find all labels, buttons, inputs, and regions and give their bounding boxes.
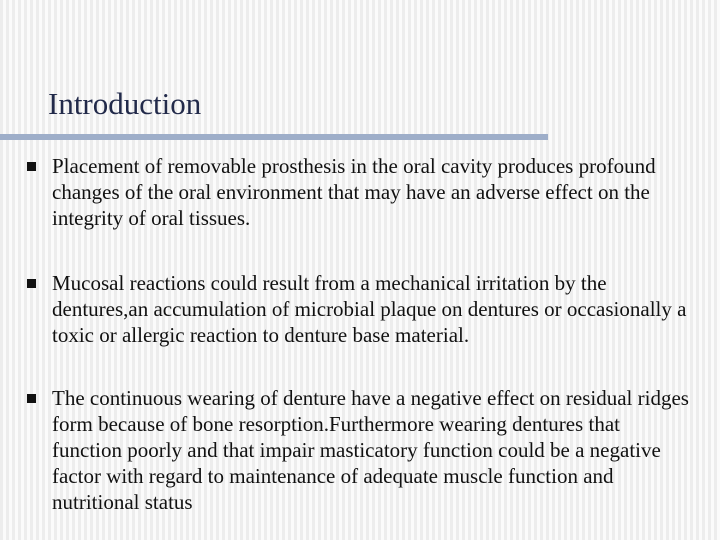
square-bullet-icon (27, 279, 36, 288)
bullet-text: Placement of removable prosthesis in the oral cavity produces profound changes of the oral environment that may have an adverse effect on the integrity of oral tissues. (52, 154, 656, 230)
square-bullet-icon (27, 162, 36, 171)
bullet-text: Mucosal reactions could result from a mechanical irritation by the dentures,an accumulation of microbial plaque on dentures or occasionally a toxic or allergic reaction to denture base material. (52, 271, 687, 347)
bullet-text: The continuous wearing of denture have a negative effect on residual ridges form because of bone resorption.Furthermore wearing dentures that function poorly and that impair masticatory function could be a negative factor with regard to maintenance of adequate muscle function and nutritional status (52, 386, 689, 514)
square-bullet-icon (27, 394, 36, 403)
slide-title: Introduction (48, 86, 202, 121)
